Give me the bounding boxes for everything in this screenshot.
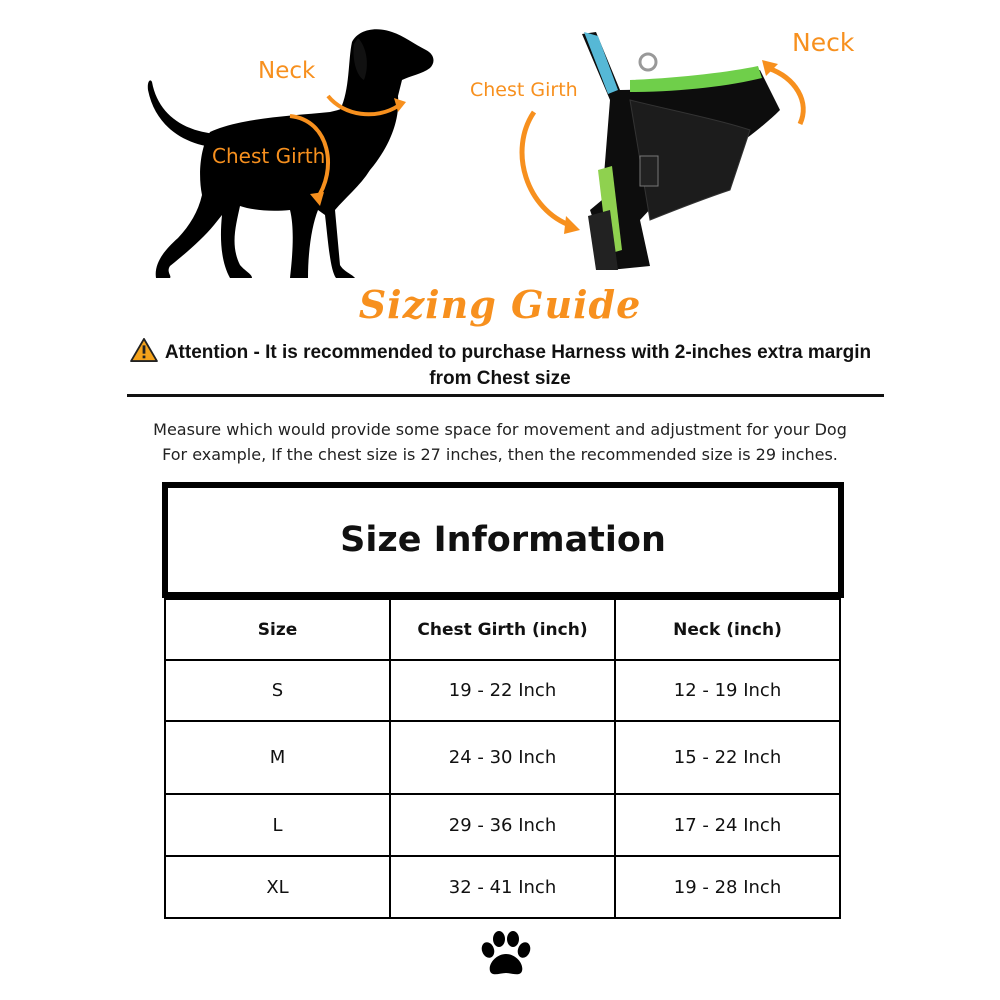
cell-neck: 17 - 24 Inch xyxy=(615,794,840,856)
table-header-row xyxy=(165,599,840,660)
size-table xyxy=(164,598,841,919)
attention-line-2: from Chest size xyxy=(429,368,571,389)
measure-line-2: For example, If the chest size is 27 inches, then the recommended size is 29 inches. xyxy=(162,445,838,464)
cell-chest-girth: 24 - 30 Inch xyxy=(390,721,615,794)
size-information-title: Size Information xyxy=(340,520,666,560)
cell-size: XL xyxy=(165,856,390,918)
harness-chest-girth-label: Chest Girth xyxy=(470,79,578,101)
table-row xyxy=(165,660,840,721)
cell-neck: 12 - 19 Inch xyxy=(615,660,840,721)
harness-image xyxy=(500,20,840,280)
table-row xyxy=(165,794,840,856)
cell-neck: 19 - 28 Inch xyxy=(615,856,840,918)
cell-chest-girth: 19 - 22 Inch xyxy=(390,660,615,721)
table-row xyxy=(165,856,840,918)
header-size: Size xyxy=(165,599,390,660)
dog-chest-girth-label: Chest Girth xyxy=(212,144,326,168)
attention-note xyxy=(100,338,900,392)
header-chest-girth: Chest Girth (inch) xyxy=(390,599,615,660)
table-row xyxy=(165,721,840,794)
measure-instructions xyxy=(0,417,1000,467)
header-neck: Neck (inch) xyxy=(615,599,840,660)
attention-line-1: Attention - It is recommended to purchase Harness with 2-inches extra margin xyxy=(164,342,872,363)
measure-line-1: Measure which would provide some space for movement and adjustment for your Dog xyxy=(153,420,847,439)
divider xyxy=(127,394,884,397)
page-title: Sizing Guide xyxy=(358,282,642,327)
warning-icon xyxy=(129,338,159,362)
cell-size: S xyxy=(165,660,390,721)
cell-size: L xyxy=(165,794,390,856)
cell-chest-girth: 29 - 36 Inch xyxy=(390,794,615,856)
harness-neck-label: Neck xyxy=(792,28,855,57)
cell-size: M xyxy=(165,721,390,794)
paw-print-icon xyxy=(480,930,532,978)
size-information-box xyxy=(162,482,844,598)
dog-neck-label: Neck xyxy=(258,58,316,84)
cell-chest-girth: 32 - 41 Inch xyxy=(390,856,615,918)
cell-neck: 15 - 22 Inch xyxy=(615,721,840,794)
